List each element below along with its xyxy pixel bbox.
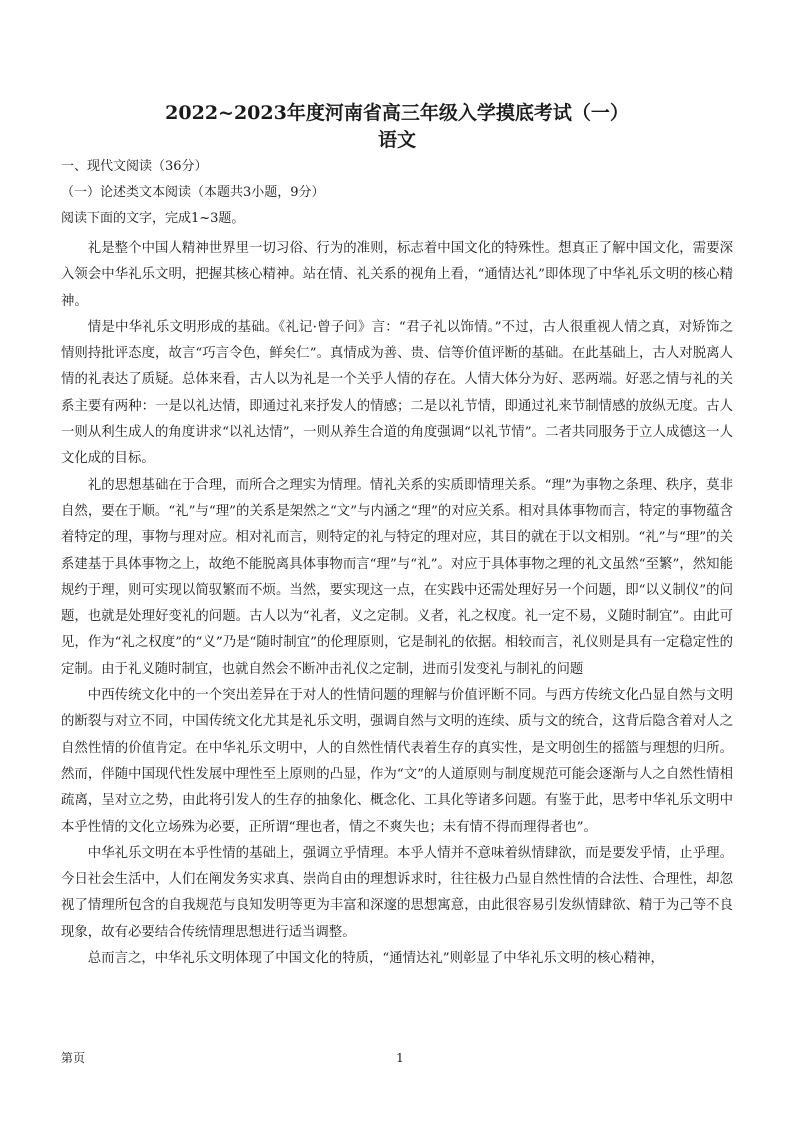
section-heading: 一、现代文阅读（36分） [61,159,208,174]
passage-body [61,236,733,972]
passage-paragraph-6: 总而言之，中华礼乐文明体现了中国文化的特质，“通情达礼”则彰显了中华礼乐文明的核心精神， [87,951,664,967]
footer-label: 第页 [61,1051,86,1065]
passage-paragraph-5: 中华礼乐文明在本乎性情的基础上，强调立乎情理。本乎人情并不意味着纵情肆欲，而是要发乎情，止乎理。今日社会生活中，人们在阐发务实求真、崇尚自由的理想诉求时，往往极力凸显自然性情的合法性、合理性，却忽视了情理所包含的自我规范与良知发明等更为丰富和深邃的思想寓意，由此很容易引发纵情肆欲、精于为己等不良现象，故有必要结合传统情理思想进行适当调整。 [61,845,733,940]
passage-paragraph-3: 礼的思想基础在于合理，而所合之理实为情理。情礼关系的实质即情理关系。“理”为事物之条理、秩序，莫非自然，要在于顺。“礼”与“理”的关系是架然之“文”与内涵之“理”的对应关系。相对具体事物而言，特定的事物蕴含着特定的理，事物与理对应。相对礼而言，则特定的礼与特定的理对应，其目的就在于以文相别。“礼”与“理”的关系建基于具体事物之上，故绝不能脱离具体事物而言“理”与“礼”。对应于具体事物之理的礼文虽然“至繁”，然知能规约于理，则可实现以简驭繁而不烦。当然，要实现这一点，在实践中还需处理好另一个问题，即“以义制仪”的问题，也就是处理好变礼的问题。古人以为“礼者，义之定制。义者，礼之权度。礼一定不易，义随时制宜”。由此可见，作为“礼之权度”的“义”乃是“随时制宜”的伦理原则，它是制礼的依据。相较而言，礼仪则是具有一定稳定性的定制。由于礼义随时制宜，也就自然会不断冲击礼仪之定制，进而引发变礼与制礼的问题 [61,477,733,677]
page-number: 1 [396,1051,404,1065]
subject-title: 语文 [377,129,416,151]
exam-title: 2022~2023年度河南省高三年级入学摸底考试（一） [165,102,629,124]
passage-paragraph-4: 中西传统文化中的一个突出差异在于对人的性情问题的理解与价值评断不同。与西方传统文化凸显自然与文明的断裂与对立不同，中国传统文化尤其是礼乐文明，强调自然与文明的连续、质与文的统合，这背后隐含着对人之自然性情的价值肯定。在中华礼乐文明中，人的自然性情代表着生存的真实性，是文明创生的摇篮与理想的归所。然而，伴随中国现代性发展中理性至上原则的凸显，作为“文”的人道原则与制度规范可能会逐渐与人之自然性情相疏离，呈对立之势，由此将引发人的生存的抽象化、概念化、工具化等诸多问题。有鉴于此，思考中华礼乐文明中本乎性情的文化立场殊为必要，正所谓“理也者，情之不爽失也；未有情不得而理得者也”。 [61,688,733,835]
subsection-heading: （一）论述类文本阅读（本题共3小题，9分） [61,185,325,200]
passage-paragraph-2: 情是中华礼乐文明形成的基础。《礼记·曾子问》言：“君子礼以饰情。”不过，古人很重视人情之真，对矫饰之情则持批评态度，故言“巧言令色，鲜矣仁”。真情成为善、贵、信等价值评断的基础。在此基础上，古人对脱离人情的礼表达了质疑。总体来看，古人以为礼是一个关乎人情的存在。人情大体分为好、恶两端。好恶之情与礼的关系主要有两种：一是以礼达情，即通过礼来抒发人的情感；二是以礼节情，即通过礼来节制情感的放纵无度。古人一则从利生成人的角度讲求“以礼达情”，一则从养生合道的角度强调“以礼节情”。二者共同服务于立人成德这一人文化成的目标。 [61,319,733,467]
passage-paragraph-1: 礼是整个中国人精神世界里一切习俗、行为的准则，标志着中国文化的特殊性。想真正了解中国文化，需要深入领会中华礼乐文明，把握其核心精神。站在情、礼关系的视角上看，“通情达礼”即体现了中华礼乐文明的核心精神。 [61,241,733,309]
reading-instruction: 阅读下面的文字，完成1~3题。 [61,211,245,226]
